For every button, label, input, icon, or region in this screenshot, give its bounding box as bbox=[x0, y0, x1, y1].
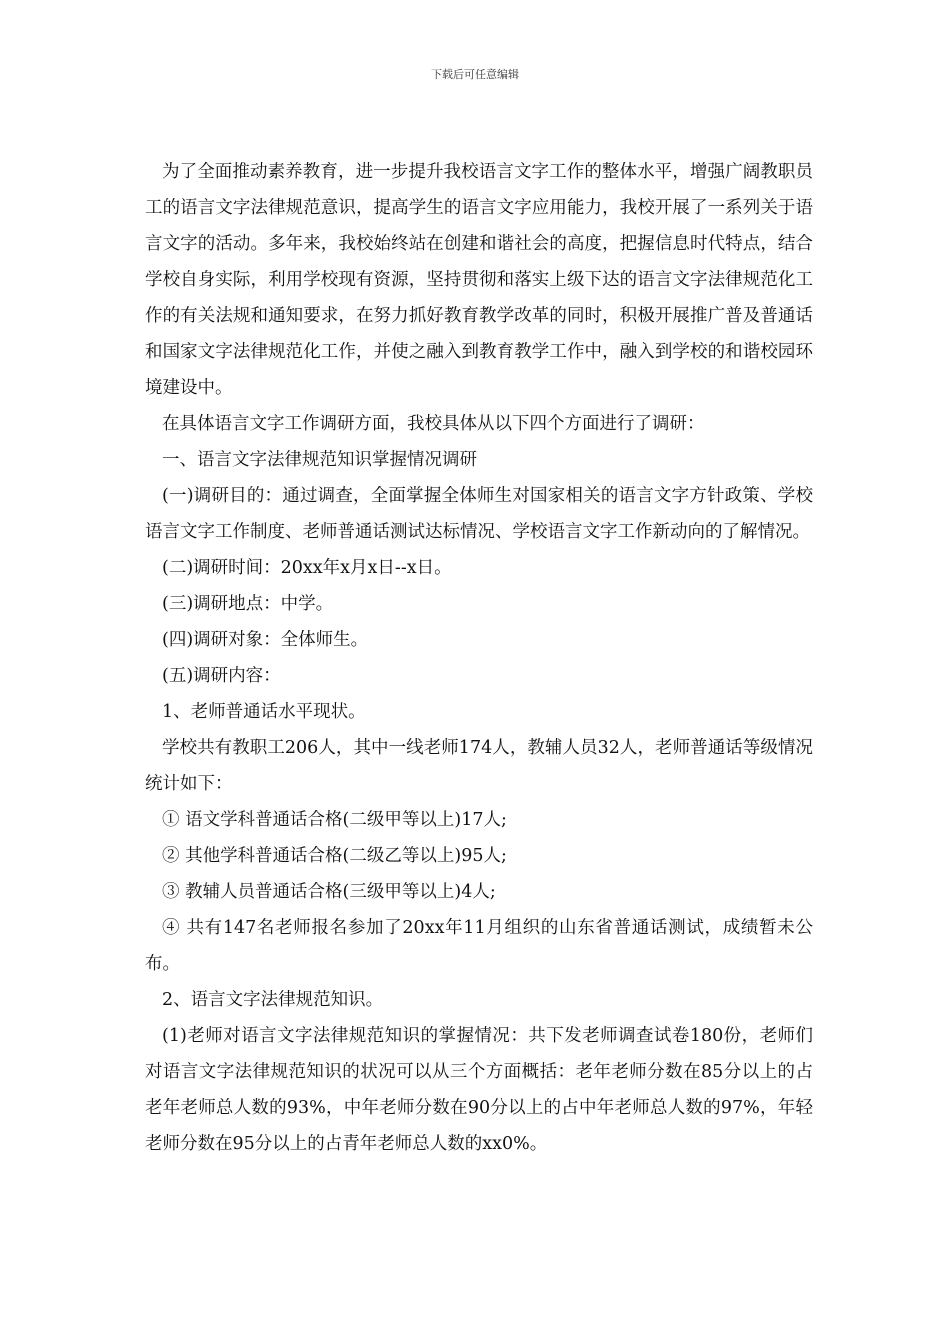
survey-aspects-paragraph: 在具体语言文字工作调研方面，我校具体从以下四个方面进行了调研： bbox=[162, 414, 705, 434]
document-body bbox=[145, 154, 813, 1162]
survey-location: (三)调研地点：中学。 bbox=[162, 594, 334, 614]
list-item: ③ 教辅人员普通话合格(三级甲等以上)4人; bbox=[162, 882, 496, 902]
list-item: ④ 共有147名老师报名参加了20xx年11月组织的山东省普通话测试，成绩暂未公布。 bbox=[145, 918, 813, 974]
staff-statistics: 学校共有教职工206人，其中一线老师174人，教辅人员32人，老师普通话等级情况统计如下： bbox=[145, 738, 813, 794]
survey-time: (二)调研时间：20xx年x月x日--x日。 bbox=[162, 558, 452, 578]
page-header: 下载后可任意编辑 bbox=[431, 68, 519, 81]
survey-purpose: (一)调研目的：通过调查，全面掌握全体师生对国家相关的语言文字方针政策、学校语言文字工作制度、老师普通话测试达标情况、学校语言文字工作新动向的了解情况。 bbox=[145, 486, 813, 542]
list-item: ① 语文学科普通话合格(二级甲等以上)17人; bbox=[162, 810, 507, 830]
subheading-legal-knowledge: 2、语言文字法律规范知识。 bbox=[162, 990, 384, 1010]
survey-content-heading: (五)调研内容： bbox=[162, 666, 281, 686]
teacher-knowledge-results: (1)老师对语言文字法律规范知识的掌握情况：共下发老师调查试卷180份，老师们对语言文字法律规范知识的状况可以从三个方面概括：老年老师分数在85分以上的占老年老师总人数的93%，中年老师分数在90分以上的占中年老师总人数的97%，年轻老师分数在95分以上的占青年老师总人数的xx0%。 bbox=[145, 1026, 813, 1154]
list-item: ② 其他学科普通话合格(二级乙等以上)95人; bbox=[162, 846, 507, 866]
subheading-mandarin-level: 1、老师普通话水平现状。 bbox=[162, 702, 366, 722]
intro-paragraph: 为了全面推动素养教育，进一步提升我校语言文字工作的整体水平，增强广阔教职员工的语言文字法律规范意识，提高学生的语言文字应用能力，我校开展了一系列关于语言文字的活动。多年来，我校始终站在创建和谐社会的高度，把握信息时代特点，结合学校自身实际，利用学校现有资源，坚持贯彻和落实上级下达的语言文字法律规范化工作的有关法规和通知要求，在努力抓好教育教学改革的同时，积极开展推广普及普通话和国家文字法律规范化工作，并使之融入到教育教学工作中，融入到学校的和谐校园环境建设中。 bbox=[145, 162, 813, 398]
survey-subjects: (四)调研对象：全体师生。 bbox=[162, 630, 369, 650]
section-heading-1: 一、语言文字法律规范知识掌握情况调研 bbox=[162, 450, 477, 470]
